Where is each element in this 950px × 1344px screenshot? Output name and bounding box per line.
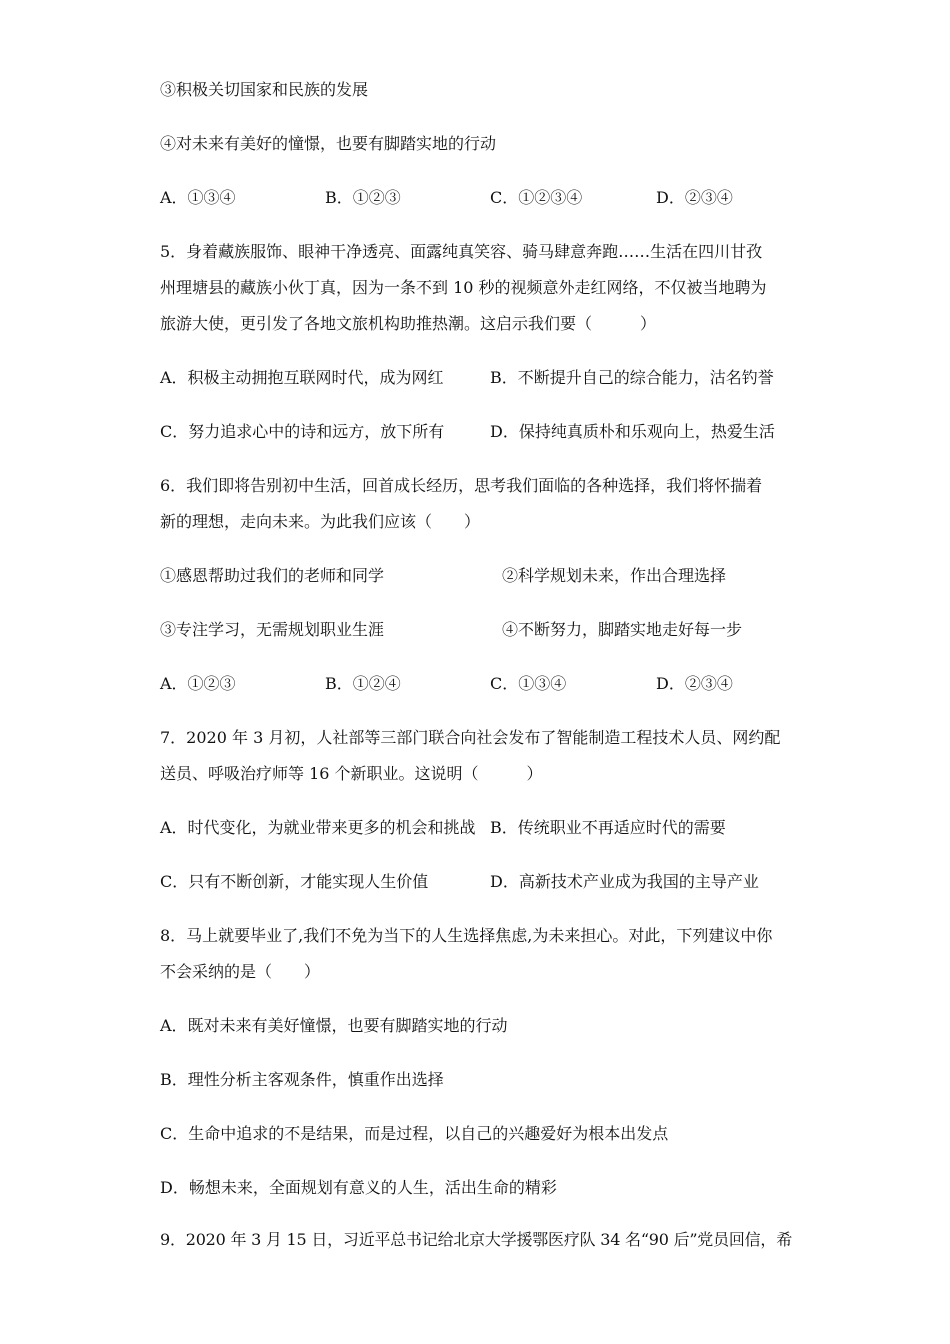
q5-option-a[interactable]: A．积极主动拥抱互联网时代，成为网红 [160, 368, 444, 387]
q4-option-b[interactable]: B．①②③ [325, 188, 401, 207]
q5-stem-line-1: 5．身着藏族服饰、眼神干净透亮、面露纯真笑容、骑马肆意奔跑……生活在四川甘孜 [160, 242, 763, 261]
q6-option-d[interactable]: D．②③④ [656, 674, 733, 693]
q4-option-a[interactable]: A．①③④ [160, 188, 236, 207]
q6-stem-line-2: 新的理想，走向未来。为此我们应该（ ） [160, 512, 481, 531]
q7-option-a[interactable]: A．时代变化，为就业带来更多的机会和挑战 [160, 818, 476, 837]
q8-option-c[interactable]: C．生命中追求的不是结果，而是过程，以自己的兴趣爱好为根本出发点 [160, 1124, 669, 1143]
q5-option-b[interactable]: B．不断提升自己的综合能力，沽名钓誉 [490, 368, 774, 387]
q8-stem-line-1: 8．马上就要毕业了,我们不免为当下的人生选择焦虑,为未来担心。对此，下列建议中你 [160, 926, 773, 945]
q5-option-c[interactable]: C．努力追求心中的诗和远方，放下所有 [160, 422, 445, 441]
q6-option-b[interactable]: B．①②④ [325, 674, 401, 693]
q4-item-4: ④对未来有美好的憧憬，也要有脚踏实地的行动 [160, 134, 497, 153]
q5-stem-line-3: 旅游大使，更引发了各地文旅机构助推热潮。这启示我们要（ ） [160, 314, 657, 333]
q7-stem-line-1: 7．2020 年 3 月初，人社部等三部门联合向社会发布了智能制造工程技术人员、网约配 [160, 728, 781, 747]
q8-stem-line-2: 不会采纳的是（ ） [160, 962, 321, 981]
q5-option-d[interactable]: D．保持纯真质朴和乐观向上，热爱生活 [490, 422, 775, 441]
q7-stem-line-2: 送员、呼吸治疗师等 16 个新职业。这说明（ ） [160, 764, 543, 783]
q7-option-c[interactable]: C．只有不断创新，才能实现人生价值 [160, 872, 429, 891]
q6-item-2: ②科学规划未来，作出合理选择 [502, 566, 727, 585]
q7-option-b[interactable]: B．传统职业不再适应时代的需要 [490, 818, 726, 837]
q5-stem-line-2: 州理塘县的藏族小伙丁真，因为一条不到 10 秒的视频意外走红网络，不仅被当地聘为 [160, 278, 767, 297]
q6-option-a[interactable]: A．①②③ [160, 674, 236, 693]
q6-item-4: ④不断努力，脚踏实地走好每一步 [502, 620, 743, 639]
q8-option-d[interactable]: D．畅想未来，全面规划有意义的人生，活出生命的精彩 [160, 1178, 557, 1197]
q4-option-c[interactable]: C．①②③④ [490, 188, 583, 207]
q6-item-3: ③专注学习，无需规划职业生涯 [160, 620, 385, 639]
q6-item-1: ①感恩帮助过我们的老师和同学 [160, 566, 385, 585]
q6-stem-line-1: 6．我们即将告别初中生活，回首成长经历，思考我们面临的各种选择，我们将怀揣着 [160, 476, 763, 495]
q4-item-3: ③积极关切国家和民族的发展 [160, 80, 369, 99]
q4-option-d[interactable]: D．②③④ [656, 188, 733, 207]
q6-option-c[interactable]: C．①③④ [490, 674, 567, 693]
q7-option-d[interactable]: D．高新技术产业成为我国的主导产业 [490, 872, 759, 891]
q8-option-b[interactable]: B．理性分析主客观条件，慎重作出选择 [160, 1070, 444, 1089]
q8-option-a[interactable]: A．既对未来有美好憧憬，也要有脚踏实地的行动 [160, 1016, 508, 1035]
q9-stem-line-1: 9．2020 年 3 月 15 日，习近平总书记给北京大学援鄂医疗队 34 名“90 后”党员回信，希 [160, 1230, 792, 1249]
